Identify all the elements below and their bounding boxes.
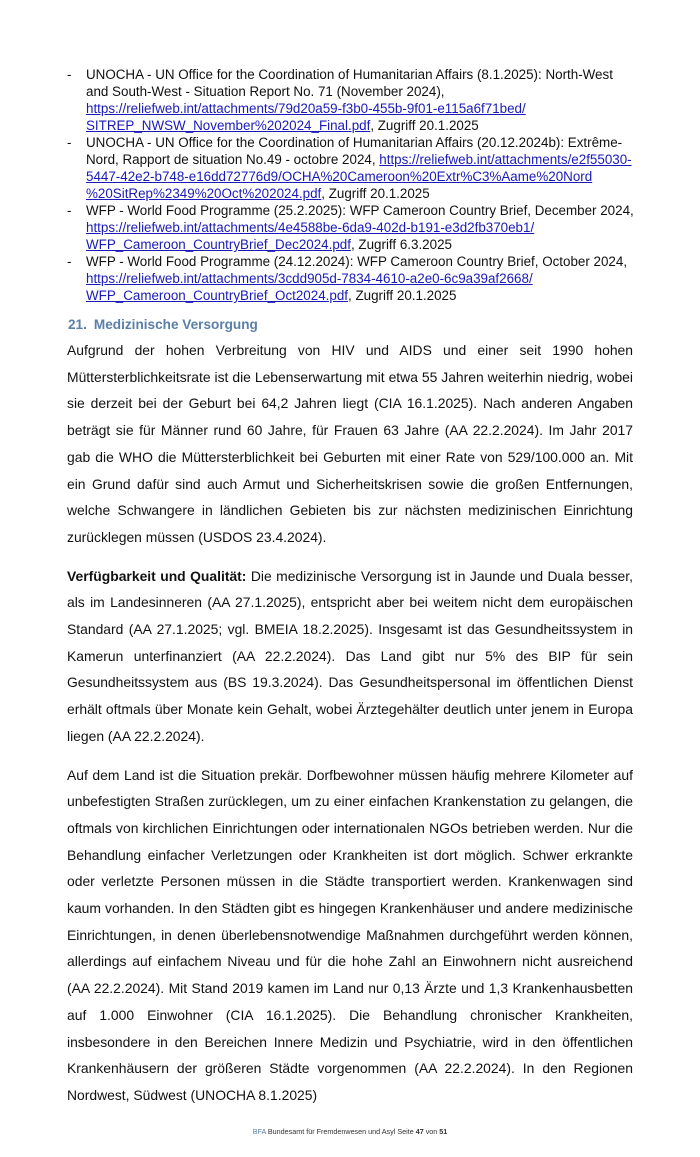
reference-link[interactable]: https://reliefweb.int/attachments/79d20a59-f3b0-455b-9f01-e115a6f71bed/ SITREP_NWSW_November%202024_Final.pdf: [86, 101, 526, 133]
list-dash: -: [67, 254, 72, 269]
body-paragraph: [67, 337, 633, 551]
reference-item: [67, 253, 637, 304]
reference-link[interactable]: https://reliefweb.int/attachments/4e4588be-6da9-402d-b191-e3d2fb370eb1/ WFP_Cameroon_CountryBrief_Dec2024.pdf: [86, 220, 535, 252]
body-paragraph: [67, 762, 633, 1109]
reference-list: [67, 66, 637, 304]
footer-org: Bundesamt für Fremdenwesen und Asyl Seite: [265, 1126, 416, 1136]
reference-item: [67, 202, 637, 253]
section-heading: [68, 316, 633, 333]
reference-item: [67, 134, 637, 202]
list-dash: -: [67, 67, 72, 82]
page-footer: [0, 1127, 700, 1137]
section-number: 21.: [68, 317, 87, 332]
body-paragraph: [67, 563, 633, 750]
reference-access: , Zugriff 6.3.2025: [350, 237, 452, 252]
paragraph-text: Die medizinische Versorgung ist in Jaunde und Duala besser, als im Landesinneren (AA 27.1.2025), entspricht aber bei weitem nicht dem europäischen Standard (AA 27.1.2025; vgl. BMEIA 18.2.2025). Insgesamt ist das Gesundheitssystem in Kamerun unterfinanziert (AA 22.2.2024). Das Land gibt nur 5% des BIP für sein Gesundheitssystem aus (BS 19.3.2024). Das Gesundheitspersonal im öffentlichen Dienst erhält oftmals über Monate kein Gehalt, wobei Ärztegehälter deutlich unter jenem in Europa liegen (AA 22.2.2024).: [67, 567, 633, 744]
reference-item: [67, 66, 637, 134]
reference-text: WFP - World Food Programme (24.12.2024): WFP Cameroon Country Brief, October 2024,: [86, 254, 628, 269]
paragraph-text: Aufgrund der hohen Verbreitung von HIV und AIDS und einer seit 1990 hohen Müttersterblichkeitsrate ist die Lebenserwartung mit etwa 55 Jahren weiterhin niedrig, wobei sie derzeit bei der Geburt bei 64,2 Jahren liegt (CIA 16.1.2025). Nach anderen Angaben beträgt sie für Männer rund 60 Jahre, für Frauen 63 Jahre (AA 22.2.2024). Im Jahr 2017 gab die WHO die Müttersterblichkeit bei Geburten mit einer Rate von 529/100.000 an. Mit ein Grund dafür sind auch Armut und Sicherheitskrisen sowie die großen Entfernungen, welche Schwangere in ländlichen Gebieten bis zur nächsten medizinischen Einrichtung zurücklegen müssen (USDOS 23.4.2024).: [67, 342, 633, 545]
reference-link[interactable]: https://reliefweb.int/attachments/3cdd905d-7834-4610-a2e0-6c9a39af2668/ WFP_Cameroon_CountryBrief_Oct2024.pdf: [86, 271, 533, 303]
footer-brand: BFA: [252, 1126, 266, 1136]
list-dash: -: [67, 203, 72, 218]
reference-text: UNOCHA - UN Office for the Coordination of Humanitarian Affairs (8.1.2025): North-West and South-West - Situation Report No. 71 (November 2024),: [86, 67, 613, 99]
list-dash: -: [67, 135, 72, 150]
paragraph-text: Auf dem Land ist die Situation prekär. Dorfbewohner müssen häufig mehrere Kilometer auf unbefestigten Straßen zurücklegen, um zu einer einfachen Krankenstation zu gelangen, die oftmals von kirchlichen Einrichtungen oder internationalen NGOs betrieben werden. Nur die Behandlung einfacher Verletzungen oder Krankheiten ist dort möglich. Schwer erkrankte oder verletzte Personen müssen in die Städte transportiert werden. Krankenwagen sind kaum vorhanden. In den Städten gibt es hingegen Krankenhäuser und andere medizinische Einrichtungen, in denen überlebensnotwendige Maßnahmen durchgeführt werden können, allerdings auf einfachem Niveau und für die hohe Zahl an Einwohnern nicht ausreichend (AA 22.2.2024). Mit Stand 2019 kamen im Land nur 0,13 Ärzte und 1,3 Krankenhausbetten auf 1.000 Einwohner (CIA 16.1.2025). Die Behandlung chronischer Krankheiten, insbesondere in den Bereichen Innere Medizin und Psychiatrie, wird in den öffentlichen Krankenhäusern der größeren Städte vorgenommen (AA 22.2.2024). In den Regionen Nordwest, Südwest (UNOCHA 8.1.2025): [67, 766, 633, 1103]
reference-access: , Zugriff 20.1.2025: [348, 288, 457, 303]
paragraph-lead: Verfügbarkeit und Qualität:: [67, 567, 247, 584]
reference-access: , Zugriff 20.1.2025: [321, 186, 430, 201]
reference-link[interactable]: https://reliefweb.int/attachments/e2f55030-5447-42e2-b748-e16dd72776d9/OCHA%20Cameroon%20Extr%C3%Aame%20Nord %20SitRep%2349%20Oct%202024.pdf: [86, 152, 632, 201]
section-title: Medizinische Versorgung: [93, 317, 258, 332]
page-total: 51: [439, 1126, 448, 1136]
reference-access: , Zugriff 20.1.2025: [370, 118, 479, 133]
page-number: 47: [415, 1126, 424, 1136]
reference-text: WFP - World Food Programme (25.2.2025): WFP Cameroon Country Brief, December 2024,: [86, 203, 634, 218]
footer-of: von: [423, 1126, 440, 1136]
reference-text: UNOCHA - UN Office for the Coordination of Humanitarian Affairs (20.12.2024b): Extrême-Nord, Rapport de situation No.49 - octobre 2024,: [86, 135, 623, 167]
